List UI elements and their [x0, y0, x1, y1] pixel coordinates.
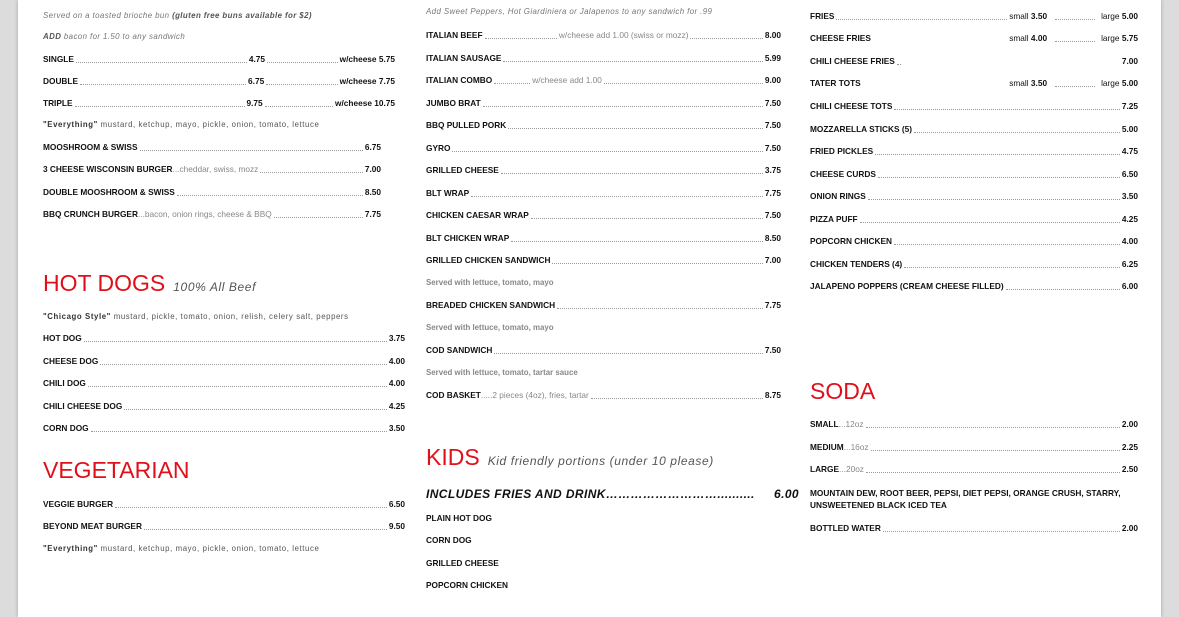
bottled-water: BOTTLED WATER 2.00: [810, 523, 1138, 533]
menu-item-mozzarella-sticks: MOZZARELLA STICKS (5) 5.00: [810, 124, 1138, 134]
menu-item-beyond-meat-burger: BEYOND MEAT BURGER 9.50: [43, 521, 405, 531]
kids-item-plain-hot-dog: PLAIN HOT DOG: [426, 513, 492, 523]
menu-item-bbq-crunch: BBQ CRUNCH BURGER ...bacon, onion rings, cheese & BBQ 7.75: [43, 209, 381, 219]
kids-includes: INCLUDES FRIES AND DRINK……………………….......... 6.00: [426, 487, 799, 501]
menu-item-hot-dog: HOT DOG 3.75: [43, 333, 405, 343]
soda-flavors: MOUNTAIN DEW, ROOT BEER, PEPSI, DIET PEPSI, ORANGE CRUSH, STARRY, UNSWEETENED BLACK ICED TEA: [810, 488, 1121, 510]
menu-item-italian-combo: ITALIAN COMBO w/cheese add 1.00 9.00: [426, 75, 781, 85]
menu-item-cod-sandwich: COD SANDWICH 7.50: [426, 345, 781, 355]
menu-item-corn-dog: CORN DOG 3.50: [43, 423, 405, 433]
menu-item-popcorn-chicken: POPCORN CHICKEN 4.00: [810, 236, 1138, 246]
served-note-1: Served with lettuce, tomato, mayo: [426, 278, 554, 287]
veg-everything-note: "Everything" mustard, ketchup, mayo, pickle, onion, tomato, lettuce: [43, 544, 320, 553]
menu-item-single: SINGLE 4.75 w/cheese 5.75: [43, 54, 395, 64]
soda-small: SMALL ...12oz 2.00: [810, 419, 1138, 429]
soda-large: LARGE ...20oz 2.50: [810, 464, 1138, 474]
menu-item-chicken-caesar-wrap: CHICKEN CAESAR WRAP 7.50: [426, 210, 781, 220]
served-note-3: Served with lettuce, tomato, tartar sauce: [426, 368, 578, 377]
menu-item-double: DOUBLE 6.75 w/cheese 7.75: [43, 76, 395, 86]
menu-item-grilled-cheese: GRILLED CHEESE 3.75: [426, 165, 781, 175]
sandwich-addon-note: Add Sweet Peppers, Hot Giardiniera or Jalapenos to any sandwich for .99: [426, 7, 713, 16]
everything-note: "Everything" mustard, ketchup, mayo, pickle, onion, tomato, lettuce: [43, 120, 320, 129]
menu-item-chicken-tenders: CHICKEN TENDERS (4) 6.25: [810, 259, 1138, 269]
menu-page: [18, 0, 1161, 617]
menu-item-fried-pickles: FRIED PICKLES 4.75: [810, 146, 1138, 156]
kids-heading: KIDS Kid friendly portions (under 10 please): [426, 444, 714, 470]
kids-item-popcorn-chicken: POPCORN CHICKEN: [426, 580, 509, 590]
menu-item-grilled-chicken-sandwich: GRILLED CHICKEN SANDWICH 7.00: [426, 255, 781, 265]
bun-note: Served on a toasted brioche bun (gluten free buns available for $2): [43, 11, 312, 20]
menu-item-chili-dog: CHILI DOG 4.00: [43, 378, 405, 388]
menu-item-veggie-burger: VEGGIE BURGER 6.50: [43, 499, 405, 509]
menu-item-onion-rings: ONION RINGS 3.50: [810, 191, 1138, 201]
menu-item-fries: FRIES small 3.50 large 5.00: [810, 11, 1138, 21]
menu-item-double-mooshroom: DOUBLE MOOSHROOM & SWISS 8.50: [43, 187, 381, 197]
menu-item-italian-sausage: ITALIAN SAUSAGE 5.99: [426, 53, 781, 63]
menu-item-cod-basket: COD BASKET .....2 pieces (4oz), fries, tartar 8.75: [426, 390, 781, 400]
served-note-2: Served with lettuce, tomato, mayo: [426, 323, 554, 332]
bacon-note: ADD bacon for 1.50 to any sandwich: [43, 32, 186, 41]
menu-item-chili-cheese-fries: CHILI CHEESE FRIES 7.00: [810, 56, 1138, 66]
menu-item-blt-chicken-wrap: BLT CHICKEN WRAP 8.50: [426, 233, 781, 243]
menu-item-jumbo-brat: JUMBO BRAT 7.50: [426, 98, 781, 108]
soda-heading: SODA: [810, 378, 876, 404]
menu-item-3-cheese-wisconsin: 3 CHEESE WISCONSIN BURGER ...cheddar, swiss, mozz 7.00: [43, 164, 381, 174]
soda-medium: MEDIUM ...16oz 2.25: [810, 442, 1138, 452]
menu-item-tater-tots: TATER TOTS small 3.50 large 5.00: [810, 78, 1138, 88]
menu-item-blt-wrap: BLT WRAP 7.75: [426, 188, 781, 198]
menu-item-breaded-chicken-sandwich: BREADED CHICKEN SANDWICH 7.75: [426, 300, 781, 310]
menu-item-jalapeno-poppers: JALAPENO POPPERS (CREAM CHEESE FILLED) 6.00: [810, 281, 1138, 291]
vegetarian-heading: VEGETARIAN: [43, 457, 190, 483]
chicago-style-note: "Chicago Style" mustard, pickle, tomato, onion, relish, celery salt, peppers: [43, 312, 349, 321]
kids-item-grilled-cheese: GRILLED CHEESE: [426, 558, 499, 568]
menu-item-cheese-dog: CHEESE DOG 4.00: [43, 356, 405, 366]
hotdogs-heading: HOT DOGS 100% All Beef: [43, 270, 257, 296]
menu-item-triple: TRIPLE 9.75 w/cheese 10.75: [43, 98, 395, 108]
menu-item-italian-beef: ITALIAN BEEF w/cheese add 1.00 (swiss or mozz) 8.00: [426, 30, 781, 40]
menu-item-cheese-curds: CHEESE CURDS 6.50: [810, 169, 1138, 179]
menu-item-cheese-fries: CHEESE FRIES small 4.00 large 5.75: [810, 33, 1138, 43]
menu-item-chili-cheese-dog: CHILI CHEESE DOG 4.25: [43, 401, 405, 411]
kids-item-corn-dog: CORN DOG: [426, 535, 472, 545]
menu-item-gyro: GYRO 7.50: [426, 143, 781, 153]
menu-item-pizza-puff: PIZZA PUFF 4.25: [810, 214, 1138, 224]
menu-item-bbq-pulled-pork: BBQ PULLED PORK 7.50: [426, 120, 781, 130]
menu-item-mooshroom-swiss: MOOSHROOM & SWISS 6.75: [43, 142, 381, 152]
menu-item-chili-cheese-tots: CHILI CHEESE TOTS 7.25: [810, 101, 1138, 111]
